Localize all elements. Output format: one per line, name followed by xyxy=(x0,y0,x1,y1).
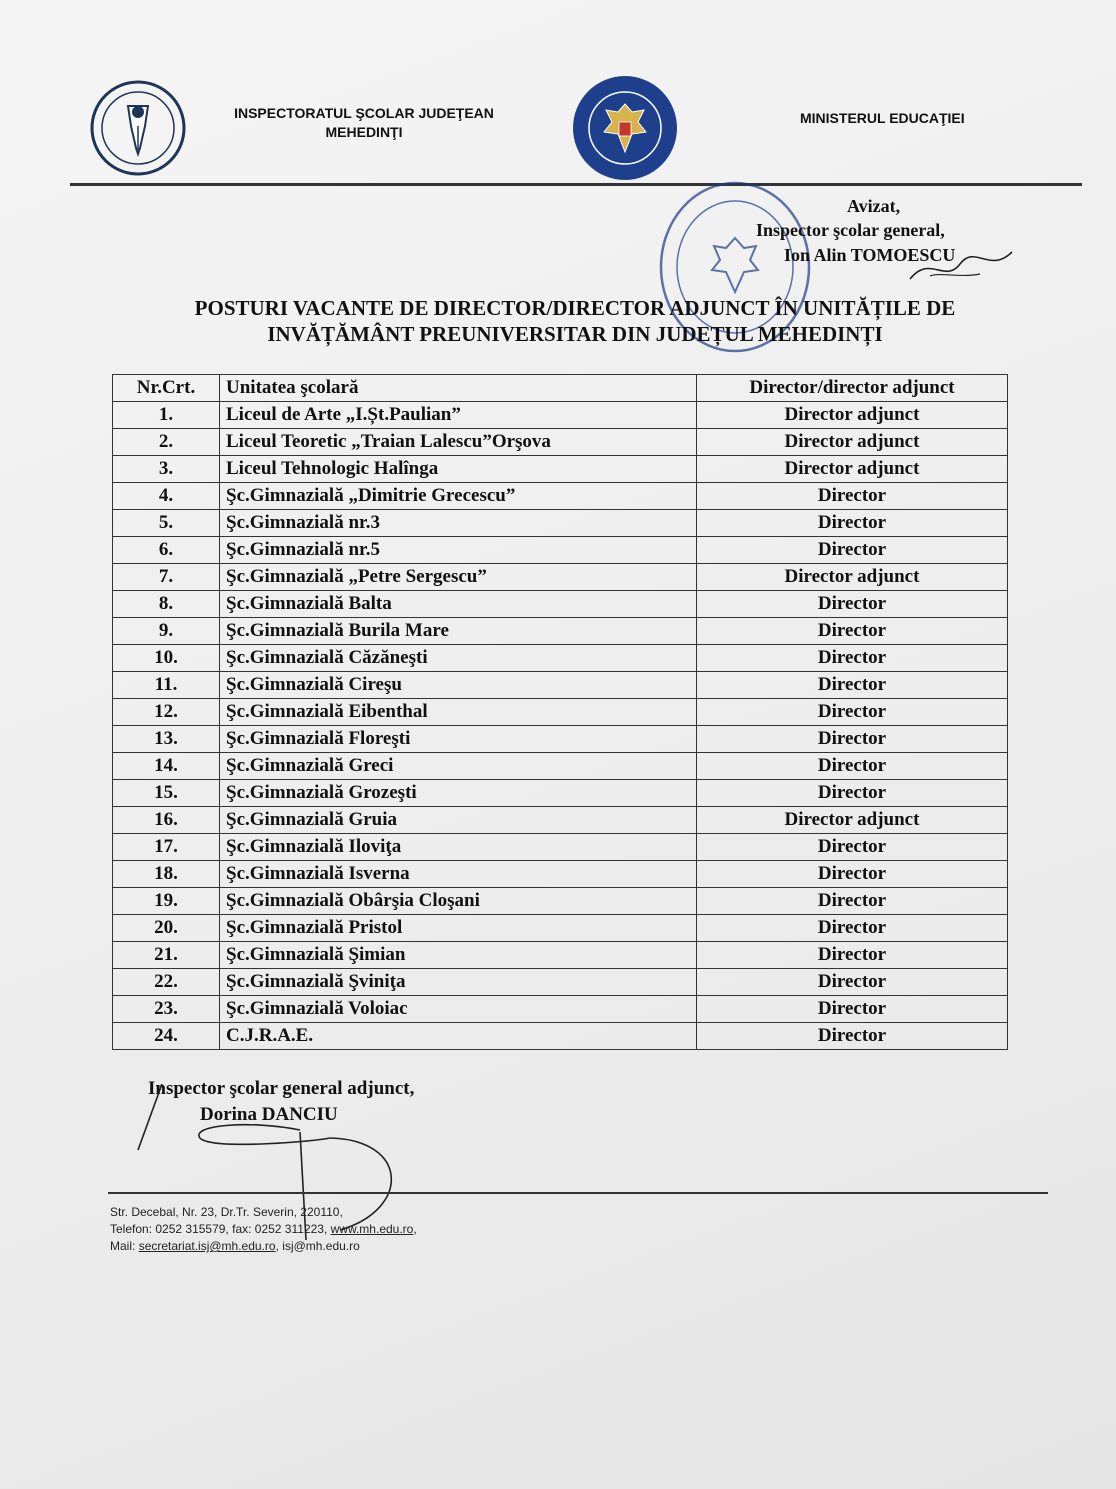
header-divider xyxy=(70,183,1082,186)
row-role: Director adjunct xyxy=(697,564,1008,591)
table-row xyxy=(113,807,1008,834)
isj-name xyxy=(224,104,504,142)
footer-mail-sep: , xyxy=(275,1239,279,1253)
row-role: Director adjunct xyxy=(697,807,1008,834)
row-number: 15. xyxy=(113,780,220,807)
row-number: 24. xyxy=(113,1023,220,1050)
row-unit: Şc.Gimnazială Şviniţa xyxy=(220,969,697,996)
header-unit: Unitatea şcolară xyxy=(220,375,697,402)
row-role: Director adjunct xyxy=(697,456,1008,483)
table-row xyxy=(113,618,1008,645)
row-unit: Şc.Gimnazială Grozeşti xyxy=(220,780,697,807)
row-role: Director xyxy=(697,942,1008,969)
row-role: Director xyxy=(697,996,1008,1023)
row-unit: Liceul Tehnologic Halînga xyxy=(220,456,697,483)
footer-divider xyxy=(108,1192,1048,1194)
table-row xyxy=(113,753,1008,780)
row-number: 7. xyxy=(113,564,220,591)
row-role: Director adjunct xyxy=(697,429,1008,456)
government-logo-icon xyxy=(566,74,684,182)
footer-mail2-link[interactable]: isj@mh.edu.ro xyxy=(282,1239,360,1253)
table-row xyxy=(113,861,1008,888)
isj-name-line2: MEHEDINŢI xyxy=(325,124,403,140)
row-role: Director xyxy=(697,618,1008,645)
footer-mail-label: Mail: xyxy=(110,1239,136,1253)
row-role: Director adjunct xyxy=(697,402,1008,429)
row-role: Director xyxy=(697,483,1008,510)
table-row xyxy=(113,645,1008,672)
row-number: 9. xyxy=(113,618,220,645)
approval-role: Inspector şcolar general, xyxy=(756,220,945,240)
row-number: 22. xyxy=(113,969,220,996)
row-number: 6. xyxy=(113,537,220,564)
row-unit: Şc.Gimnazială Voloiac xyxy=(220,996,697,1023)
footer-phone-line xyxy=(110,1221,417,1238)
row-unit: Şc.Gimnazială „Petre Sergescu” xyxy=(220,564,697,591)
row-unit: Liceul de Arte „I.Șt.Paulian” xyxy=(220,402,697,429)
row-unit: Şc.Gimnazială Iloviţa xyxy=(220,834,697,861)
vacancies-table-body xyxy=(113,375,1008,1050)
row-number: 20. xyxy=(113,915,220,942)
table-row xyxy=(113,726,1008,753)
row-unit: C.J.R.A.E. xyxy=(220,1023,697,1050)
table-row xyxy=(113,915,1008,942)
table-row xyxy=(113,672,1008,699)
row-number: 14. xyxy=(113,753,220,780)
document-title xyxy=(120,295,1030,347)
bottom-signatory-role: Inspector şcolar general adjunct, xyxy=(148,1078,415,1099)
approval-name: Ion Alin TOMOESCU xyxy=(784,245,956,265)
row-number: 11. xyxy=(113,672,220,699)
footer-web-suffix: , xyxy=(413,1222,417,1236)
row-number: 2. xyxy=(113,429,220,456)
row-unit: Şc.Gimnazială Greci xyxy=(220,753,697,780)
table-row xyxy=(113,780,1008,807)
table-row xyxy=(113,591,1008,618)
row-role: Director xyxy=(697,888,1008,915)
title-line2: INVĂȚĂMÂNT PREUNIVERSITAR DIN JUDEȚUL MEHEDINȚI xyxy=(267,322,883,346)
footer-web-link[interactable]: www.mh.edu.ro xyxy=(330,1222,414,1236)
row-role: Director xyxy=(697,780,1008,807)
row-number: 4. xyxy=(113,483,220,510)
row-unit: Şc.Gimnazială nr.5 xyxy=(220,537,697,564)
row-role: Director xyxy=(697,645,1008,672)
header-nr: Nr.Crt. xyxy=(113,375,220,402)
table-row xyxy=(113,834,1008,861)
row-role: Director xyxy=(697,861,1008,888)
bottom-signatory xyxy=(148,1076,414,1128)
row-unit: Şc.Gimnazială Isverna xyxy=(220,861,697,888)
vacancies-table xyxy=(112,374,1008,1050)
row-role: Director xyxy=(697,672,1008,699)
row-unit: Şc.Gimnazială Şimian xyxy=(220,942,697,969)
table-row xyxy=(113,429,1008,456)
row-number: 8. xyxy=(113,591,220,618)
approval-label: Avizat, xyxy=(847,196,901,216)
row-number: 1. xyxy=(113,402,220,429)
row-number: 19. xyxy=(113,888,220,915)
row-role: Director xyxy=(697,753,1008,780)
row-role: Director xyxy=(697,726,1008,753)
row-number: 23. xyxy=(113,996,220,1023)
row-role: Director xyxy=(697,537,1008,564)
row-number: 5. xyxy=(113,510,220,537)
ministry-name: MINISTERUL EDUCAŢIEI xyxy=(800,110,965,126)
footer-address: Str. Decebal, Nr. 23, Dr.Tr. Severin, 220110, xyxy=(110,1205,343,1219)
isj-name-line1: INSPECTORATUL ŞCOLAR JUDEŢEAN xyxy=(234,105,494,121)
header-role: Director/director adjunct xyxy=(697,375,1008,402)
row-role: Director xyxy=(697,510,1008,537)
row-role: Director xyxy=(697,915,1008,942)
row-number: 12. xyxy=(113,699,220,726)
row-unit: Şc.Gimnazială Cireşu xyxy=(220,672,697,699)
footer-phone: Telefon: 0252 315579, fax: 0252 311223, xyxy=(110,1222,328,1236)
footer-mail-line xyxy=(110,1238,417,1255)
table-row xyxy=(113,510,1008,537)
row-unit: Şc.Gimnazială Burila Mare xyxy=(220,618,697,645)
isj-logo-icon xyxy=(88,78,188,178)
row-unit: Şc.Gimnazială Floreşti xyxy=(220,726,697,753)
row-number: 16. xyxy=(113,807,220,834)
row-unit: Şc.Gimnazială „Dimitrie Grecescu” xyxy=(220,483,697,510)
table-row xyxy=(113,699,1008,726)
approval-signature-icon xyxy=(900,244,1020,294)
row-role: Director xyxy=(697,1023,1008,1050)
row-unit: Şc.Gimnazială Căzăneşti xyxy=(220,645,697,672)
row-unit: Liceul Teoretic „Traian Lalescu”Orşova xyxy=(220,429,697,456)
row-role: Director xyxy=(697,969,1008,996)
table-header-row xyxy=(113,375,1008,402)
table-row xyxy=(113,483,1008,510)
bottom-signatory-name: Dorina DANCIU xyxy=(200,1104,338,1125)
row-unit: Şc.Gimnazială Balta xyxy=(220,591,697,618)
row-role: Director xyxy=(697,591,1008,618)
table-row xyxy=(113,969,1008,996)
row-number: 3. xyxy=(113,456,220,483)
table-row xyxy=(113,1023,1008,1050)
table-row xyxy=(113,888,1008,915)
row-unit: Şc.Gimnazială Pristol xyxy=(220,915,697,942)
table-row xyxy=(113,402,1008,429)
row-unit: Şc.Gimnazială Obârşia Cloşani xyxy=(220,888,697,915)
row-unit: Şc.Gimnazială nr.3 xyxy=(220,510,697,537)
footer-mail1-link[interactable]: secretariat.isj@mh.edu.ro xyxy=(138,1239,276,1253)
table-row xyxy=(113,564,1008,591)
table-row xyxy=(113,456,1008,483)
row-number: 21. xyxy=(113,942,220,969)
table-row xyxy=(113,942,1008,969)
row-number: 13. xyxy=(113,726,220,753)
title-line1: POSTURI VACANTE DE DIRECTOR/DIRECTOR ADJUNCT ÎN UNITĂȚILE DE xyxy=(194,296,956,320)
row-role: Director xyxy=(697,834,1008,861)
row-unit: Şc.Gimnazială Gruia xyxy=(220,807,697,834)
table-row xyxy=(113,537,1008,564)
row-unit: Şc.Gimnazială Eibenthal xyxy=(220,699,697,726)
table-row xyxy=(113,996,1008,1023)
footer xyxy=(110,1204,417,1255)
row-number: 18. xyxy=(113,861,220,888)
row-number: 17. xyxy=(113,834,220,861)
row-role: Director xyxy=(697,699,1008,726)
row-number: 10. xyxy=(113,645,220,672)
